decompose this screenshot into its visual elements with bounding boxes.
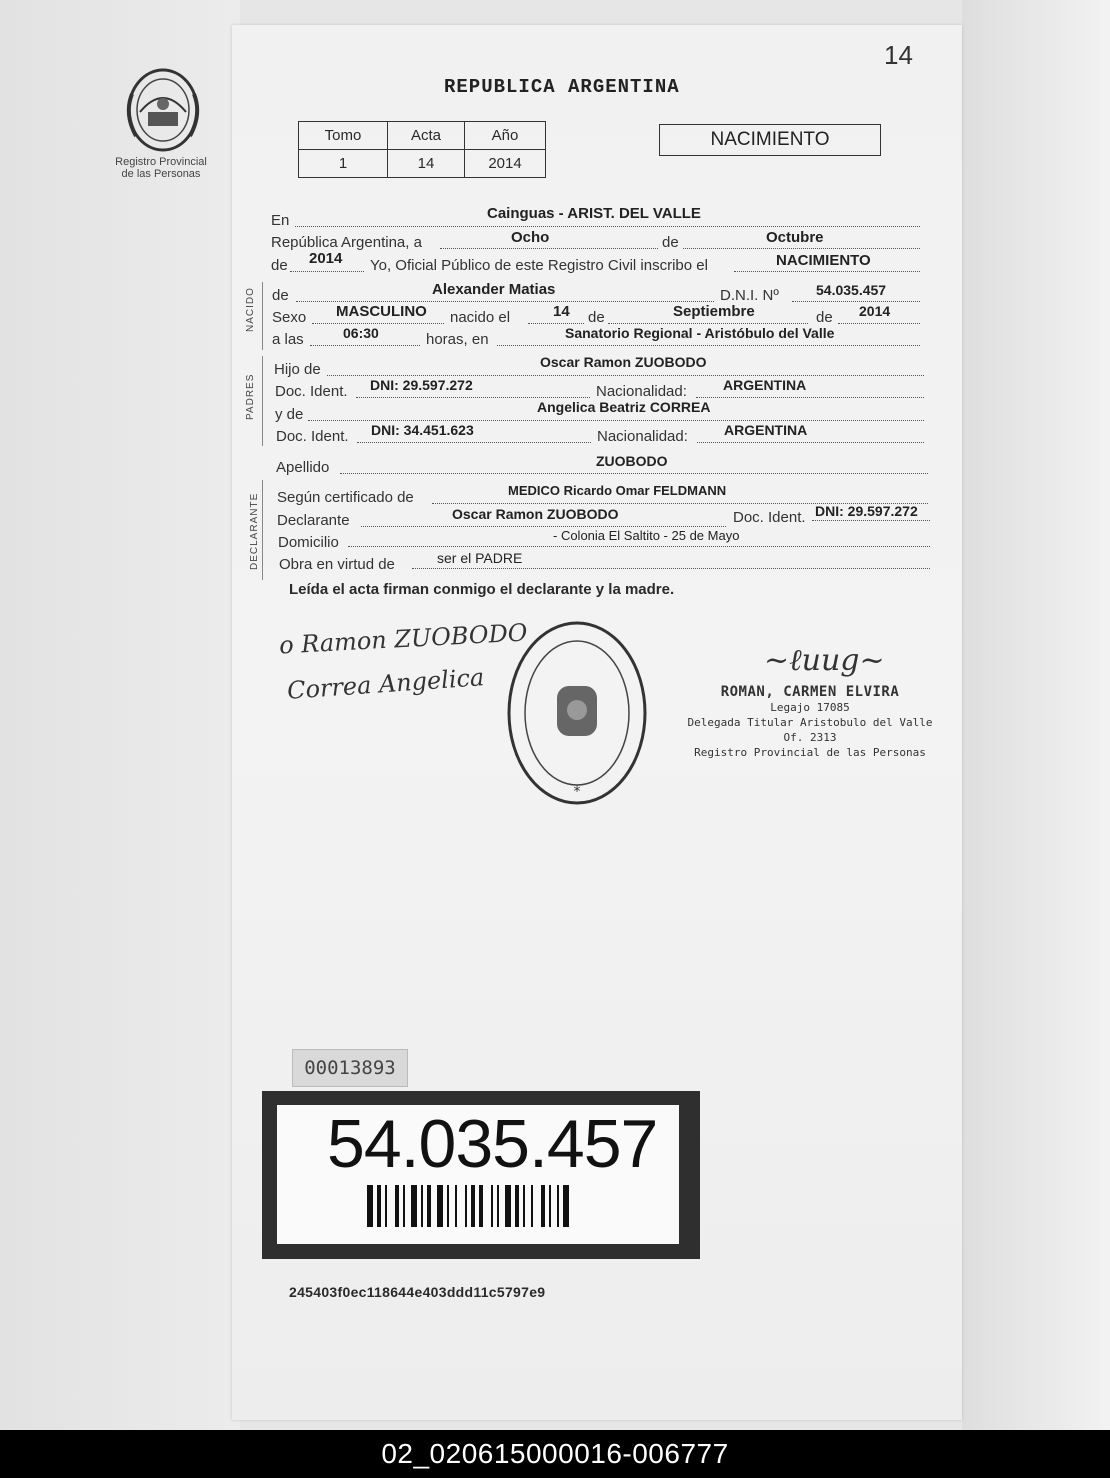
anio-dots: [290, 271, 364, 272]
apellido-label: Apellido: [276, 459, 330, 476]
anio-header: Año: [465, 122, 546, 150]
nac-mes-value: Septiembre: [673, 303, 755, 320]
mes-value: Octubre: [766, 229, 824, 246]
hora-value: 06:30: [343, 325, 379, 341]
padre-value: Oscar Ramon ZUOBODO: [540, 354, 707, 370]
declarante-dots: [361, 526, 726, 527]
barcode-number: 54.035.457: [327, 1106, 658, 1182]
official-stamp: [686, 684, 934, 760]
anio-value: 2014: [309, 250, 343, 267]
oficial-label: Yo, Oficial Público de este Registro Civil inscribo el: [370, 257, 708, 274]
lugar-nac-value: Sanatorio Regional - Aristóbulo del Valle: [565, 325, 835, 341]
logo-caption-line2: de las Personas: [121, 168, 201, 180]
obra-value: ser el PADRE: [437, 550, 523, 566]
madre-value: Angelica Beatriz CORREA: [537, 399, 711, 415]
barcode-inner: [277, 1105, 679, 1244]
hora-dots: [310, 345, 420, 346]
nombre-dots: [296, 301, 714, 302]
register-table: [298, 121, 546, 178]
nombre-value: Alexander Matias: [432, 281, 556, 298]
horas-en-label: horas, en: [426, 331, 489, 348]
domicilio-dots: [348, 546, 930, 547]
acta-header: Acta: [388, 122, 465, 150]
padre-dots: [327, 375, 924, 376]
obra-dots: [412, 568, 930, 569]
madre-nac-value: ARGENTINA: [724, 422, 808, 438]
domicilio-label: Domicilio: [278, 534, 339, 551]
apellido-dots: [340, 473, 928, 474]
nacido-divider: [262, 282, 263, 350]
declarante-divider: [262, 480, 263, 580]
logo-caption-line1: Registro Provincial: [115, 156, 207, 168]
section-label-padres: PADRES: [245, 373, 256, 420]
madre-dots: [308, 420, 924, 421]
padre-nac-value: ARGENTINA: [723, 377, 807, 393]
nac-anio-value: 2014: [859, 303, 891, 319]
section-label-nacido: NACIDO: [245, 287, 256, 332]
declarante-label: Declarante: [277, 512, 350, 529]
official-legajo: Legajo 17085: [770, 701, 850, 714]
document-hash: 245403f0ec118644e403ddd11c5797e9: [289, 1284, 546, 1300]
nac-dia-dots: [528, 323, 584, 324]
padre-nac-label: Nacionalidad:: [596, 383, 687, 400]
anio-value: 2014: [465, 150, 546, 178]
y-de-label: y de: [275, 406, 304, 423]
tipo-dots: [734, 271, 920, 272]
apellido-value: ZUOBODO: [596, 453, 668, 469]
a-las-label: a las: [272, 331, 304, 348]
sexo-dots: [312, 323, 444, 324]
svg-text:*: *: [573, 784, 581, 800]
padres-divider: [262, 356, 263, 446]
barcode-bars: [367, 1185, 629, 1227]
madre-signature: Correa Angelica: [286, 663, 486, 705]
declarante-doc-dots: [812, 520, 930, 521]
official-signature: ~ℓuug~: [764, 643, 885, 678]
obra-label: Obra en virtud de: [279, 556, 395, 573]
declarante-signature: o Ramon ZUOBODO: [278, 618, 529, 660]
official-seal: [505, 618, 650, 808]
background-right: [962, 0, 1110, 1430]
mes-dots: [683, 248, 920, 249]
serial-stamp: 00013893: [292, 1049, 408, 1087]
footer-id: 02_020615000016-006777: [0, 1430, 1110, 1478]
lugar-nac-dots: [497, 345, 920, 346]
nac-dia-value: 14: [553, 303, 570, 320]
country-title: REPUBLICA ARGENTINA: [444, 76, 680, 98]
en-dots: [295, 226, 920, 227]
madre-doc-label: Doc. Ident.: [276, 428, 349, 445]
official-org: Registro Provincial de las Personas: [694, 746, 926, 759]
en-label: En: [271, 212, 290, 229]
de-label-2: de: [271, 257, 288, 274]
madre-nac-label: Nacionalidad:: [597, 428, 688, 445]
leida-statement: Leída el acta firman conmigo el declarante y la madre.: [289, 581, 675, 598]
sexo-value: MASCULINO: [336, 303, 427, 320]
tomo-header: Tomo: [299, 122, 388, 150]
barcode-label: [262, 1091, 700, 1259]
republica-label: República Argentina, a: [271, 234, 422, 251]
nacido-el-label: nacido el: [450, 309, 511, 326]
de-label-3: de: [272, 287, 289, 304]
de-label-5: de: [816, 309, 833, 326]
de-label-4: de: [588, 309, 605, 326]
domicilio-value: - Colonia El Saltito - 25 de Mayo: [553, 528, 740, 543]
tipo-value: NACIMIENTO: [776, 252, 871, 269]
background-left: [0, 0, 240, 1430]
padre-doc-value: DNI: 29.597.272: [370, 377, 473, 393]
official-name: ROMAN, CARMEN ELVIRA: [720, 684, 900, 700]
tomo-value: 1: [299, 150, 388, 178]
sexo-label: Sexo: [272, 309, 307, 326]
logo-caption: [96, 156, 226, 180]
record-type-box: NACIMIENTO: [659, 124, 881, 156]
madre-nac-dots: [697, 442, 924, 443]
declarante-doc-value: DNI: 29.597.272: [815, 503, 918, 519]
padre-nac-dots: [696, 397, 924, 398]
declarante-doc-label: Doc. Ident.: [733, 509, 806, 526]
nac-mes-dots: [608, 323, 808, 324]
dni-value: 54.035.457: [816, 282, 887, 298]
declarante-value: Oscar Ramon ZUOBODO: [452, 506, 619, 522]
certificado-label: Según certificado de: [277, 489, 414, 506]
padre-doc-dots: [356, 397, 590, 398]
acta-value: 14: [388, 150, 465, 178]
page-number: 14: [884, 40, 913, 70]
madre-doc-value: DNI: 34.451.623: [371, 422, 474, 438]
dia-value: Ocho: [511, 229, 550, 246]
nac-anio-dots: [838, 323, 920, 324]
dia-dots: [440, 248, 658, 249]
madre-doc-dots: [357, 442, 591, 443]
hijo-de-label: Hijo de: [274, 361, 321, 378]
dni-dots: [792, 301, 920, 302]
lugar-value: Cainguas - ARIST. DEL VALLE: [487, 205, 701, 222]
de-label-1: de: [662, 234, 679, 251]
certificado-value: MEDICO Ricardo Omar FELDMANN: [508, 483, 727, 498]
province-coat-of-arms-logo: [118, 64, 208, 156]
official-title: Delegada Titular Aristobulo del Valle Of. 2313: [687, 716, 933, 744]
padre-doc-label: Doc. Ident.: [275, 383, 348, 400]
dni-label: D.N.I. Nº: [720, 287, 779, 304]
section-label-declarante: DECLARANTE: [249, 492, 260, 570]
